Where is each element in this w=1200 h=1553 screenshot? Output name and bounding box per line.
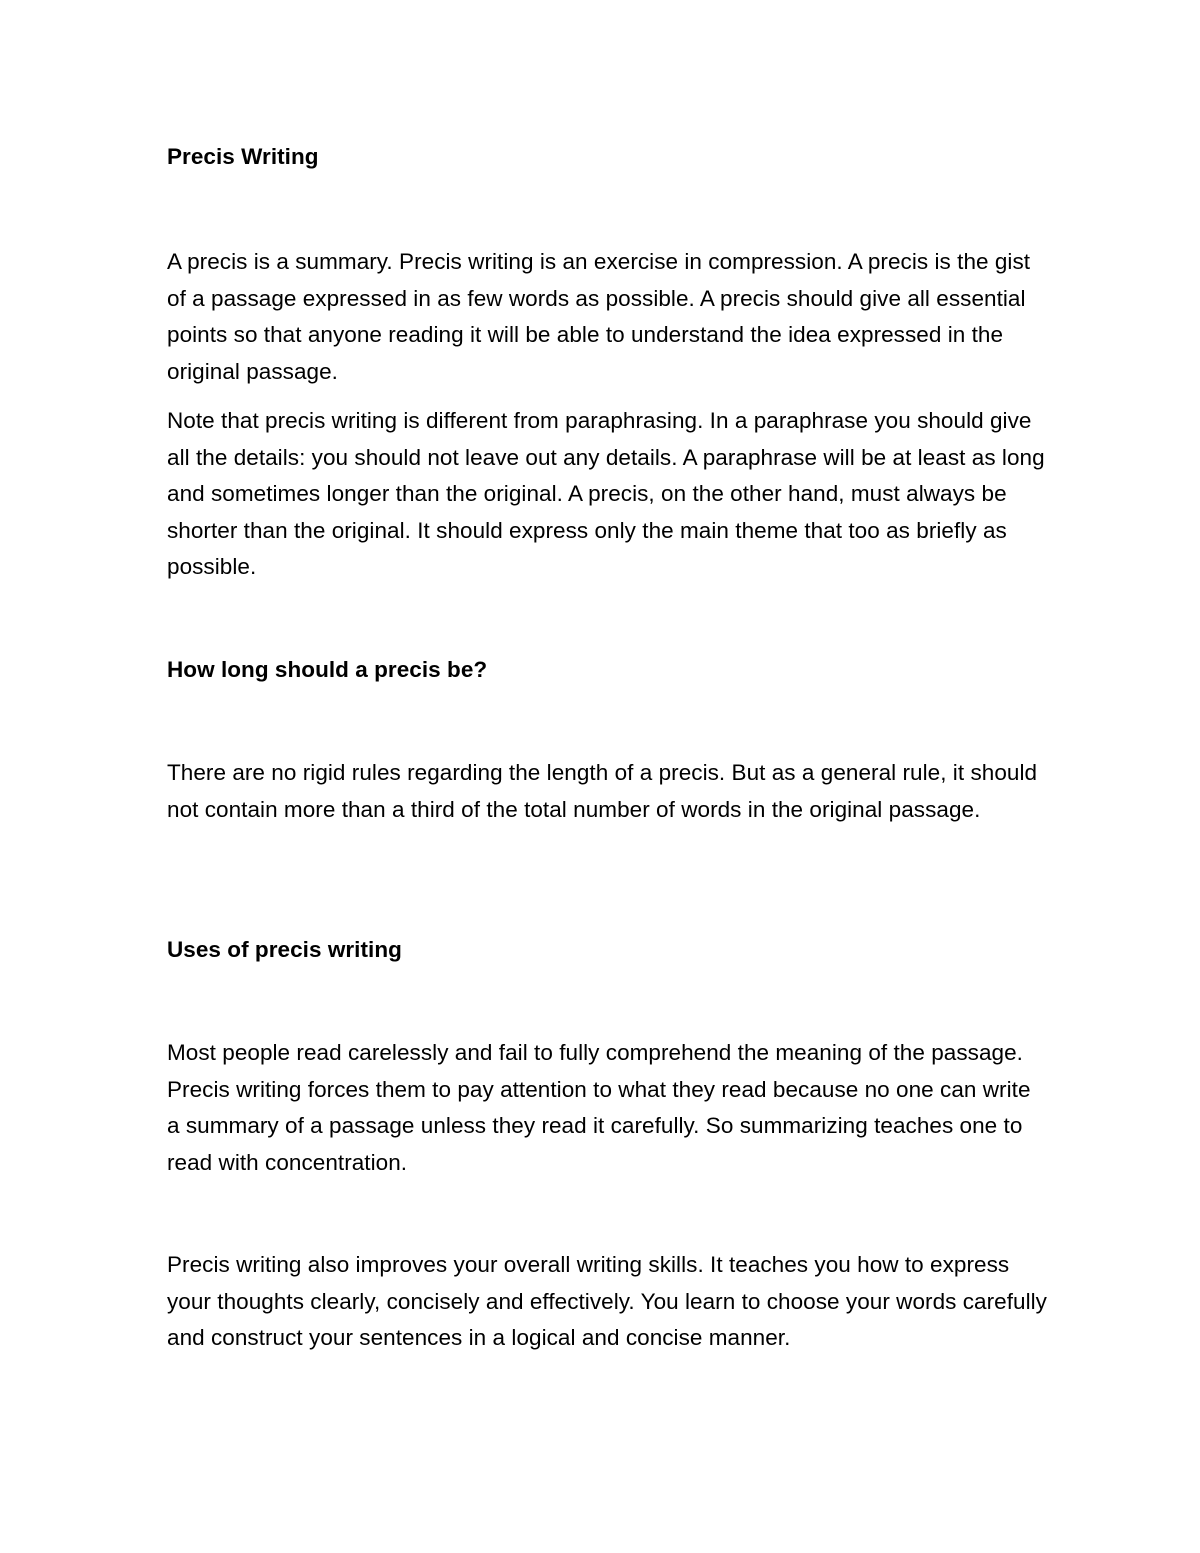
intro-paragraph-1: A precis is a summary. Precis writing is an exercise in compression. A precis is the gist of a passage expressed in as few words as possible. A precis should give all essential points so that anyone reading it will be able to understand the idea expressed in the original passage. xyxy=(167,249,1031,384)
uses-heading: Uses of precis writing xyxy=(167,937,402,962)
document-title: Precis Writing xyxy=(167,144,319,169)
length-heading: How long should a precis be? xyxy=(167,657,488,682)
length-paragraph: There are no rigid rules regarding the length of a precis. But as a general rule, it should not contain more than a third of the total number of words in the original passage. xyxy=(167,760,1038,822)
uses-paragraph-2: Precis writing also improves your overall writing skills. It teaches you how to express your thoughts clearly, concisely and effectively. You learn to choose your words carefully and construct your sentences in a logical and concise manner. xyxy=(167,1252,1047,1350)
uses-paragraph-1: Most people read carelessly and fail to fully comprehend the meaning of the passage. Precis writing forces them to pay attention to what they read because no one can write a summary of a passage unless they read it carefully. So summarizing teaches one to read with concentration. xyxy=(167,1040,1031,1175)
intro-paragraph-2: Note that precis writing is different from paraphrasing. In a paraphrase you should give all the details: you should not leave out any details. A paraphrase will be at least as long and sometimes longer than the original. A precis, on the other hand, must always be shorter than the original. It should express only the main theme that too as briefly as possible. xyxy=(167,408,1045,579)
